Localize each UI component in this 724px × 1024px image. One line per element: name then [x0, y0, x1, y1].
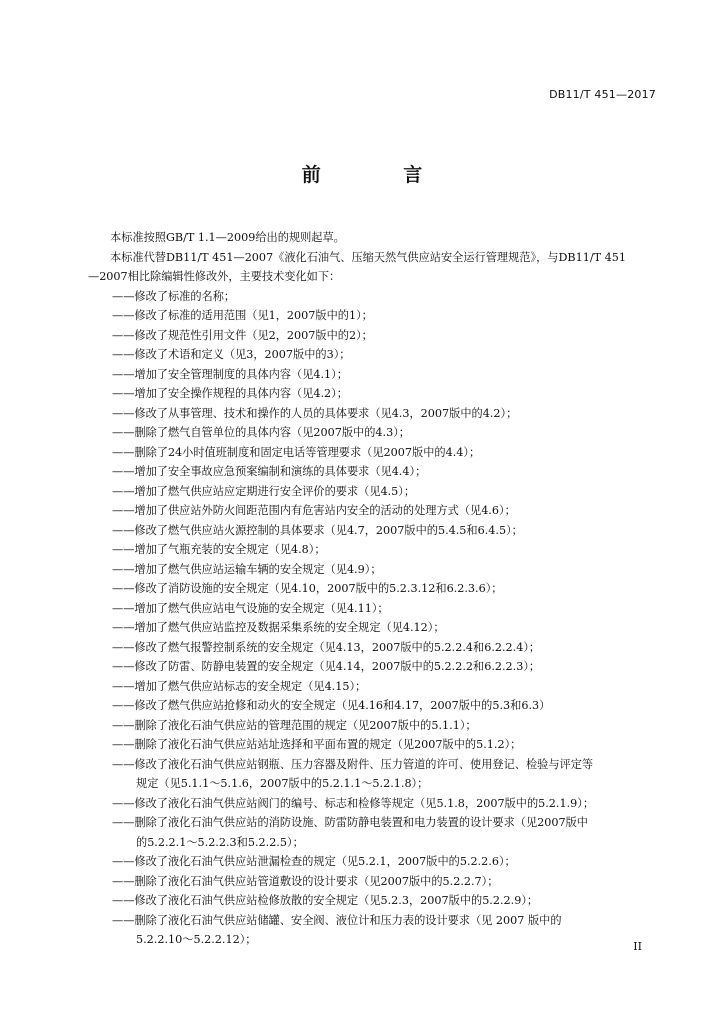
standard-code: DB11/T 451—2017: [549, 88, 656, 101]
change-item: ——修改了标准的适用范围（见1，2007版中的1）；: [112, 309, 373, 322]
paragraph-replacement: 本标准代替DB11/T 451—2007《液化石油气、压缩天然气供应站安全运行管理规范》，与DB11/T 451: [110, 250, 627, 264]
change-item: ——增加了安全操作规程的具体内容（见4.2）；: [112, 387, 348, 400]
document-body: [88, 228, 656, 950]
change-item: ——增加了供应站外防火间距范围内有危害站内安全的活动的处理方式（见4.6）；: [112, 504, 516, 517]
change-item: ——修改了消防设施的安全规定（见4.10，2007版中的5.2.3.12和6.2.3.6）；: [112, 582, 503, 595]
change-item-continuation: 规定（见5.1.1～5.1.6，2007版中的5.2.1.1～5.2.1.8）；: [136, 777, 429, 790]
change-item: ——删除了液化石油气供应站管道敷设的设计要求（见2007版中的5.2.2.7）；: [112, 874, 499, 888]
change-item: ——增加了安全管理制度的具体内容（见4.1）；: [112, 367, 348, 381]
change-item: ——修改了术语和定义（见3，2007版中的3）；: [112, 348, 351, 361]
change-item: ——增加了燃气供应站标志的安全规定（见4.15）；: [112, 679, 367, 693]
change-item: ——增加了气瓶充装的安全规定（见4.8）；: [112, 543, 326, 556]
change-item: ——修改了标准的名称；: [112, 289, 236, 303]
change-item: ——删除了液化石油气供应站的管理范围的规定（见2007版中的5.1.1）；: [112, 718, 477, 732]
change-item: ——修改了燃气报警控制系统的安全规定（见4.13，2007版中的5.2.2.4和6.2.2.4）；: [112, 640, 541, 654]
change-item: ——修改了燃气供应站火源控制的具体要求（见4.7，2007版中的5.4.5和6.4.5）；: [112, 523, 523, 537]
change-item: ——修改了液化石油气供应站钢瓶、压力容器及附件、压力管道的许可、使用登记、检验与评定等: [112, 757, 594, 771]
change-item: ——增加了燃气供应站运输车辆的安全规定（见4.9）；: [112, 562, 382, 576]
change-item: ——增加了燃气供应站应定期进行安全评价的要求（见4.5）；: [112, 484, 416, 498]
change-item: ——删除了液化石油气供应站的消防设施、防雷防静电装置和电力装置的设计要求（见2007版中: [112, 816, 588, 829]
change-item: ——修改了防雷、防静电装置的安全规定（见4.14，2007版中的5.2.2.2和6.2.2.3）；: [112, 660, 541, 673]
change-item: ——增加了安全事故应急预案编制和演练的具体要求（见4.4）；: [112, 465, 427, 478]
change-item: ——修改了燃气供应站抢修和动火的安全规定（见4.16和4.17，2007版中的5.3和6.3）: [112, 699, 551, 712]
paragraph-replacement-cont: —2007相比除编辑性修改外，主要技术变化如下：: [88, 270, 341, 283]
change-item-continuation: 的5.2.2.1～5.2.2.3和5.2.2.5）；: [136, 835, 304, 849]
change-item: ——修改了规范性引用文件（见2，2007版中的2）；: [112, 328, 373, 342]
page-number: II: [633, 940, 642, 953]
page-title: 前 言: [301, 164, 461, 186]
change-item: ——增加了燃气供应站监控及数据采集系统的安全规定（见4.12）；: [112, 621, 445, 634]
change-item: ——删除了24小时值班制度和固定电话等管理要求（见2007版中的4.4）；: [112, 445, 481, 459]
change-item: ——修改了液化石油气供应站阀门的编号、标志和检修等规定（见5.1.8，2007版中的5.2.1.9）；: [112, 796, 595, 810]
change-item: ——修改了液化石油气供应站检修放散的安全规定（见5.2.3，2007版中的5.2.2.9）；: [112, 894, 539, 907]
change-item: ——修改了从事管理、技术和操作的人员的具体要求（见4.3，2007版中的4.2）；: [112, 406, 518, 420]
change-item: ——删除了燃气自管单位的具体内容（见2007版中的4.3）；: [112, 426, 410, 439]
paragraph-drafting-rules: 本标准按照GB/T 1.1—2009给出的规则起草。: [110, 231, 345, 244]
change-item: ——删除了液化石油气供应站储罐、安全阀、液位计和压力表的设计要求（见 2007 版中的: [112, 913, 562, 927]
change-item: ——增加了燃气供应站电气设施的安全规定（见4.11）；: [112, 601, 389, 615]
change-item: ——修改了液化石油气供应站泄漏检查的规定（见5.2.1，2007版中的5.2.2.6）；: [112, 855, 516, 868]
change-item: ——删除了液化石油气供应站站址选择和平面布置的规定（见2007版中的5.1.2）；: [112, 738, 522, 751]
change-item-continuation: 5.2.2.10～5.2.2.12）；: [136, 933, 257, 946]
